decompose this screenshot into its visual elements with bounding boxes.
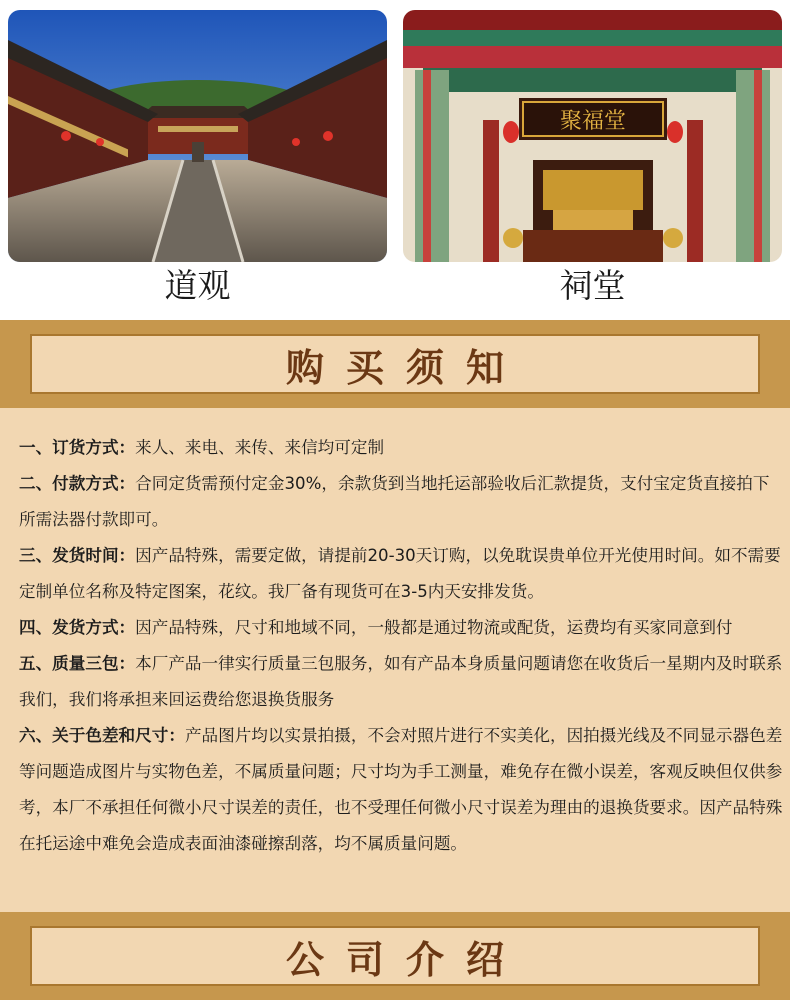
purchase-notice-title: 购买须知	[285, 344, 526, 390]
notice-item-ordering	[19, 430, 783, 466]
notice-item-payment	[19, 466, 783, 538]
notice-item-quality-guarantee	[19, 646, 783, 718]
notice-item-color-and-size	[19, 718, 783, 862]
notice-text: 合同定货需预付定金30%，余款货到当地托运部验收后汇款提货，支付宝定货直接拍下所需法器付款即可。	[19, 474, 770, 529]
notice-label: 四、发货方式：	[19, 618, 136, 637]
taoist-temple-illustration	[8, 10, 387, 262]
notice-label: 五、质量三包：	[19, 654, 136, 673]
notice-text: 本厂产品一律实行质量三包服务，如有产品本身质量问题请您在收货后一星期内及时联系我们，我们将承担来回运费给您退换货服务	[19, 654, 783, 709]
company-intro-banner	[0, 912, 790, 1000]
taoist-temple-photo	[8, 10, 387, 262]
notice-item-shipping-method	[19, 610, 783, 646]
photo-caption-taoist-temple: 道观	[164, 266, 231, 305]
purchase-notice-banner	[0, 320, 790, 408]
company-intro-title: 公司介绍	[285, 936, 526, 982]
hall-plaque-text: 聚福堂	[559, 109, 627, 134]
notice-text: 因产品特殊，需要定做，请提前20-30天订购，以免耽误贵单位开光使用时间。如不需要定制单位名称及特定图案，花纹。我厂备有现货可在3-5内天安排发货。	[19, 546, 781, 601]
notice-text: 因产品特殊，尺寸和地域不同，一般都是通过物流或配货，运费均有买家同意到付	[135, 618, 733, 637]
company-intro-banner-frame	[30, 926, 760, 986]
ancestral-hall-photo	[403, 10, 782, 262]
notice-text: 来人、来电、来传、来信均可定制	[135, 438, 385, 457]
notice-label: 六、关于色差和尺寸：	[19, 726, 185, 745]
notice-label: 三、发货时间：	[19, 546, 136, 565]
notice-list	[19, 430, 783, 862]
notice-text: 产品图片均以实景拍摄，不会对照片进行不实美化，因拍摄光线及不同显示器色差等问题造成图片与实物色差，不属质量问题；尺寸均为手工测量，难免存在微小误差，客观反映但仅供参考，本厂不承担任何微小尺寸误差的责任，也不受理任何微小尺寸误差为理由的退换货要求。因产品特殊在托运途中难免会造成表面油漆碰擦刮落，均不属质量问题。	[19, 726, 783, 853]
notice-label: 二、付款方式：	[19, 474, 136, 493]
notice-item-shipping-time	[19, 538, 783, 610]
purchase-notice-banner-frame	[30, 334, 760, 394]
purchase-notice-body	[0, 408, 790, 912]
notice-label: 一、订货方式：	[19, 438, 136, 457]
ancestral-hall-illustration	[403, 10, 782, 262]
photo-caption-ancestral-hall: 祠堂	[559, 266, 626, 305]
